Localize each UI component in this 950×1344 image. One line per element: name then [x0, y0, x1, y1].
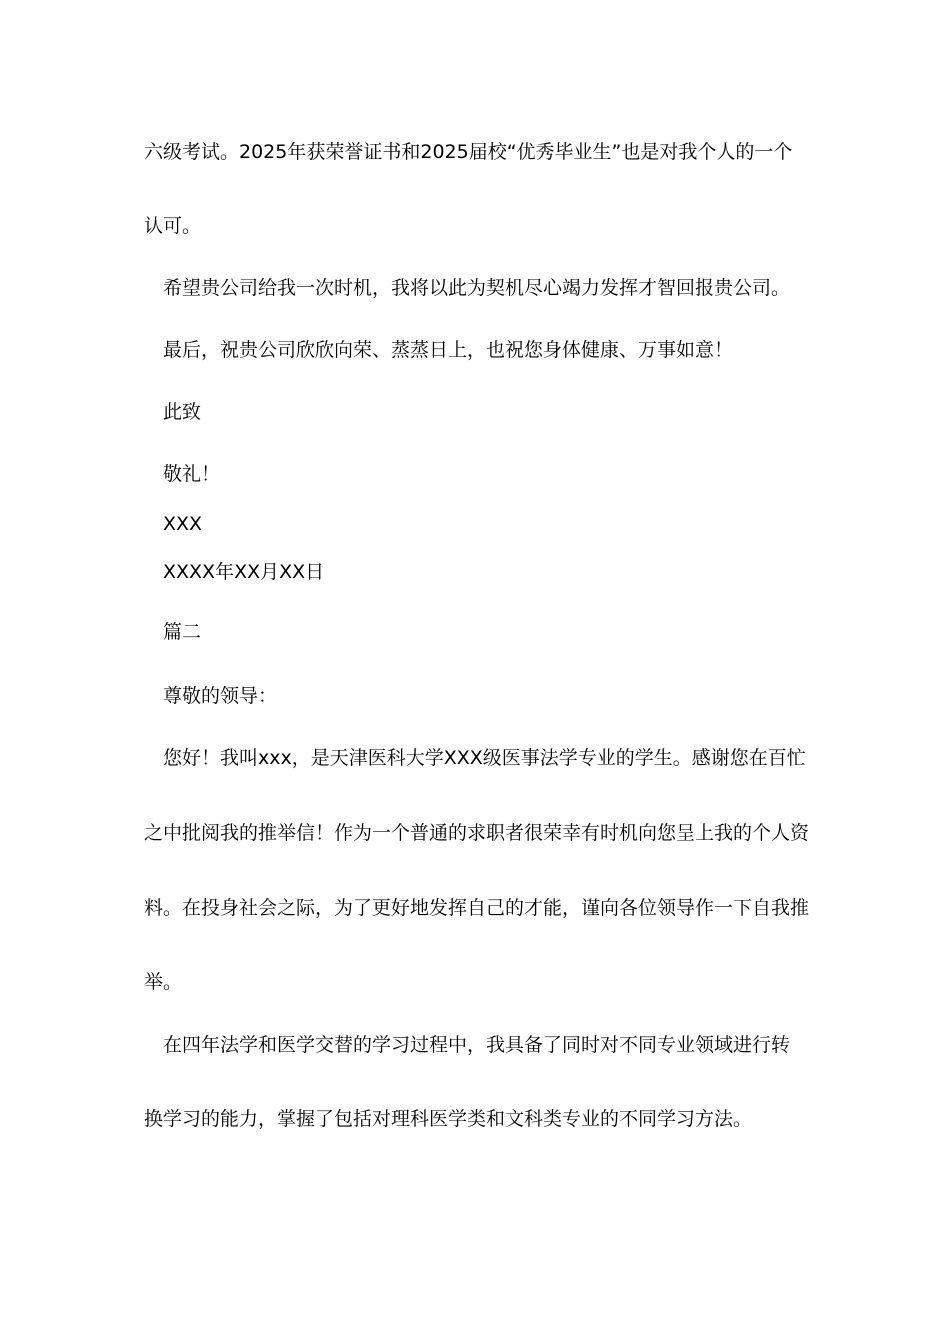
paragraph-line: 您好！我叫xxx，是天津医科大学XXX级医事法学专业的学生。感谢您在百忙 [163, 747, 806, 769]
closing-regards: 敬礼！ [163, 463, 221, 485]
signature-date: XXXX年XX月XX日 [163, 561, 325, 583]
paragraph-line: 最后，祝贵公司欣欣向荣、蒸蒸日上，也祝您身体健康、万事如意！ [163, 339, 734, 361]
paragraph-line: 料。在投身社会之际，为了更好地发挥自己的才能，谨向各位领导作一下自我推 [144, 897, 810, 919]
paragraph-line: 之中批阅我的推举信！作为一个普通的求职者很荣幸有时机向您呈上我的个人资 [144, 822, 810, 844]
paragraph-line: 举。 [144, 971, 183, 993]
closing-salutation: 此致 [163, 401, 202, 423]
section-heading: 篇二 [163, 621, 202, 643]
paragraph-line: 换学习的能力，掌握了包括对理科医学类和文科类专业的不同学习方法。 [144, 1108, 753, 1130]
paragraph-line: 在四年法学和医学交替的学习过程中，我具备了同时对不同专业领域进行转 [163, 1034, 791, 1056]
paragraph-line: 六级考试。2025年获荣誉证书和2025届校“优秀毕业生”也是对我个人的一个 [144, 141, 793, 163]
signature-name: XXX [163, 513, 203, 535]
letter-greeting: 尊敬的领导： [163, 685, 278, 707]
paragraph-line: 希望贵公司给我一次时机，我将以此为契机尽心竭力发挥才智回报贵公司。 [163, 277, 791, 299]
paragraph-line: 认可。 [144, 215, 202, 237]
